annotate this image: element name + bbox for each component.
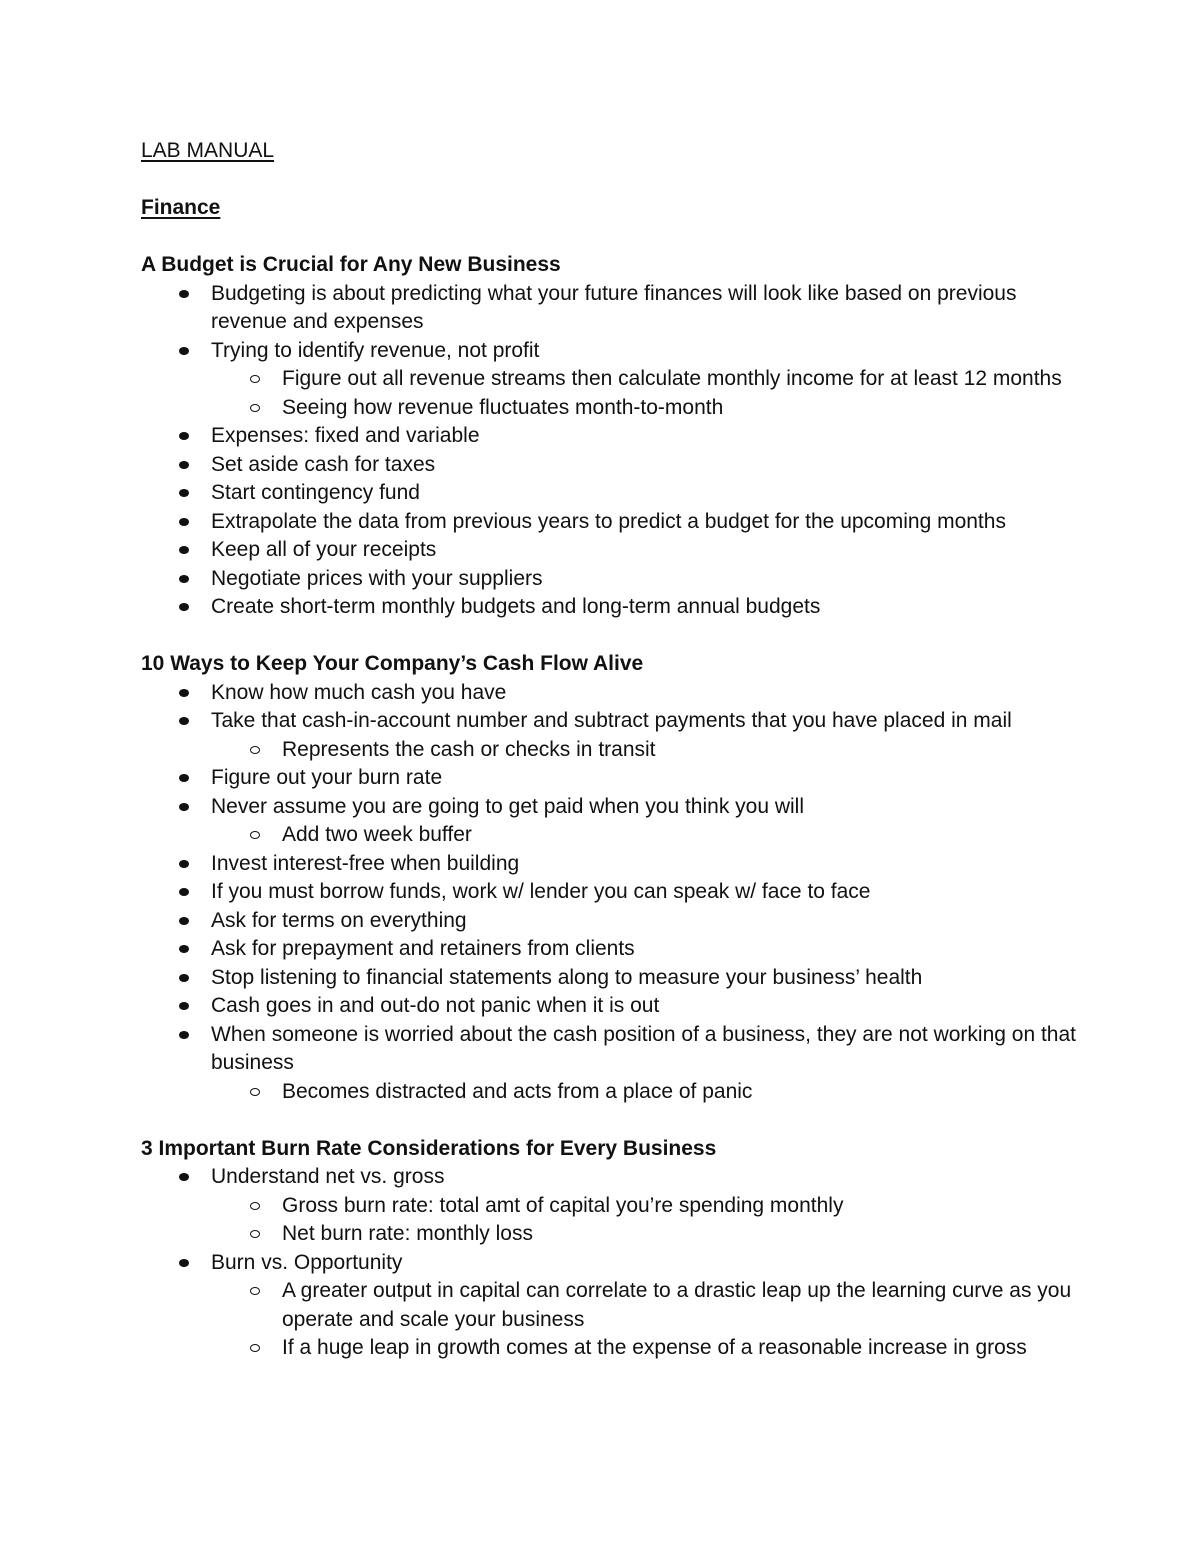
filled-bullet-icon — [179, 888, 189, 896]
list-item — [141, 907, 1081, 936]
list-item-text: If a huge leap in growth comes at the expense of a reasonable increase in gross — [282, 1336, 1027, 1359]
filled-bullet-icon — [179, 1173, 189, 1181]
section — [141, 650, 1081, 1106]
sub-list-item — [141, 365, 1081, 394]
list-item-text: Trying to identify revenue, not profit — [211, 338, 540, 362]
list-item-text: Add two week buffer — [282, 823, 472, 846]
sections-container — [141, 251, 1081, 1363]
filled-bullet-icon — [179, 774, 189, 782]
sub-list-item — [141, 1192, 1081, 1221]
list-item — [141, 337, 1081, 366]
list-item-text: Never assume you are going to get paid when you think you will — [211, 794, 805, 818]
sub-list-item — [141, 394, 1081, 423]
hollow-bullet-icon — [250, 1088, 260, 1096]
list-item-text: Ask for prepayment and retainers from clients — [211, 937, 635, 960]
list-item — [141, 964, 1081, 993]
list-item-text: Extrapolate the data from previous years to predict a budget for the upcoming months — [211, 509, 1006, 533]
sub-list-item — [141, 1220, 1081, 1249]
hollow-bullet-icon — [250, 1202, 260, 1210]
list-item — [141, 536, 1081, 565]
list-item-text: Take that cash-in-account number and subtract payments that you have placed in mail — [211, 709, 1012, 732]
list-item — [141, 793, 1081, 822]
list-item-text: Stop listening to financial statements along to measure your business’ health — [211, 965, 923, 989]
list-item-text: Figure out your burn rate — [211, 766, 443, 789]
list-item — [141, 1163, 1081, 1192]
sub-list-item — [141, 821, 1081, 850]
filled-bullet-icon — [179, 290, 189, 298]
list-item-text: Burn vs. Opportunity — [211, 1250, 403, 1274]
list-item — [141, 850, 1081, 879]
filled-bullet-icon — [179, 1002, 189, 1010]
list-item — [141, 679, 1081, 708]
filled-bullet-icon — [179, 689, 189, 697]
list-item — [141, 1021, 1081, 1078]
list-item — [141, 280, 1081, 337]
list-item — [141, 878, 1081, 907]
list-item-text: Know how much cash you have — [211, 680, 507, 704]
filled-bullet-icon — [179, 1259, 189, 1267]
filled-bullet-icon — [179, 803, 189, 811]
list-item-text: Represents the cash or checks in transit — [282, 737, 656, 761]
hollow-bullet-icon — [250, 404, 260, 412]
list-item-text: Figure out all revenue streams then calculate monthly income for at least 12 months — [282, 367, 1062, 390]
filled-bullet-icon — [179, 945, 189, 953]
list-item-text: If you must borrow funds, work w/ lender you can speak w/ face to face — [211, 880, 871, 903]
list-item-text: Net burn rate: monthly loss — [282, 1222, 533, 1245]
list-item — [141, 565, 1081, 594]
bullet-list — [141, 679, 1081, 1107]
list-item-text: Cash goes in and out-do not panic when it is out — [211, 994, 660, 1017]
filled-bullet-icon — [179, 461, 189, 469]
document-subtitle: Finance — [141, 196, 221, 219]
list-item — [141, 479, 1081, 508]
sub-list-item — [141, 1277, 1081, 1334]
section — [141, 1135, 1081, 1363]
filled-bullet-icon — [179, 432, 189, 440]
list-item-text: A greater output in capital can correlate to a drastic leap up the learning curve as you operate and scale your business — [282, 1279, 1072, 1331]
section-heading: A Budget is Crucial for Any New Business — [141, 253, 561, 276]
section-heading: 10 Ways to Keep Your Company’s Cash Flow Alive — [141, 652, 644, 675]
document-page — [141, 137, 1081, 1363]
filled-bullet-icon — [179, 518, 189, 526]
filled-bullet-icon — [179, 917, 189, 925]
section — [141, 251, 1081, 622]
filled-bullet-icon — [179, 489, 189, 497]
list-item-text: Set aside cash for taxes — [211, 452, 436, 476]
list-item — [141, 508, 1081, 537]
list-item — [141, 764, 1081, 793]
list-item-text: Start contingency fund — [211, 481, 420, 504]
list-item-text: Becomes distracted and acts from a place of panic — [282, 1079, 753, 1103]
filled-bullet-icon — [179, 347, 189, 355]
section-heading: 3 Important Burn Rate Considerations for Every Business — [141, 1136, 717, 1160]
hollow-bullet-icon — [250, 1344, 260, 1352]
list-item — [141, 1249, 1081, 1278]
list-item-text: Budgeting is about predicting what your future finances will look like based on previous revenue and expenses — [211, 281, 1017, 333]
hollow-bullet-icon — [250, 831, 260, 839]
sub-list-item — [141, 1334, 1081, 1363]
hollow-bullet-icon — [250, 746, 260, 754]
filled-bullet-icon — [179, 546, 189, 554]
filled-bullet-icon — [179, 860, 189, 868]
hollow-bullet-icon — [250, 375, 260, 383]
hollow-bullet-icon — [250, 1230, 260, 1238]
filled-bullet-icon — [179, 974, 189, 982]
list-item-text: Seeing how revenue fluctuates month-to-month — [282, 395, 724, 419]
list-item-text: Invest interest-free when building — [211, 851, 520, 875]
filled-bullet-icon — [179, 1031, 189, 1039]
hollow-bullet-icon — [250, 1287, 260, 1295]
list-item — [141, 935, 1081, 964]
bullet-list — [141, 280, 1081, 622]
document-title: LAB MANUAL — [141, 139, 275, 162]
list-item-text: Keep all of your receipts — [211, 538, 437, 561]
list-item-text: When someone is worried about the cash position of a business, they are not working on that business — [211, 1022, 1076, 1074]
filled-bullet-icon — [179, 717, 189, 725]
sub-list-item — [141, 1078, 1081, 1107]
filled-bullet-icon — [179, 575, 189, 583]
bullet-list — [141, 1163, 1081, 1363]
sub-list-item — [141, 736, 1081, 765]
filled-bullet-icon — [179, 603, 189, 611]
list-item-text: Understand net vs. gross — [211, 1165, 445, 1188]
list-item — [141, 707, 1081, 736]
list-item-text: Gross burn rate: total amt of capital you’re spending monthly — [282, 1193, 844, 1217]
list-item-text: Expenses: fixed and variable — [211, 424, 480, 447]
list-item-text: Create short-term monthly budgets and long-term annual budgets — [211, 595, 821, 618]
list-item-text: Negotiate prices with your suppliers — [211, 566, 543, 590]
list-item — [141, 451, 1081, 480]
list-item — [141, 593, 1081, 622]
list-item — [141, 992, 1081, 1021]
list-item — [141, 422, 1081, 451]
list-item-text: Ask for terms on everything — [211, 908, 467, 932]
